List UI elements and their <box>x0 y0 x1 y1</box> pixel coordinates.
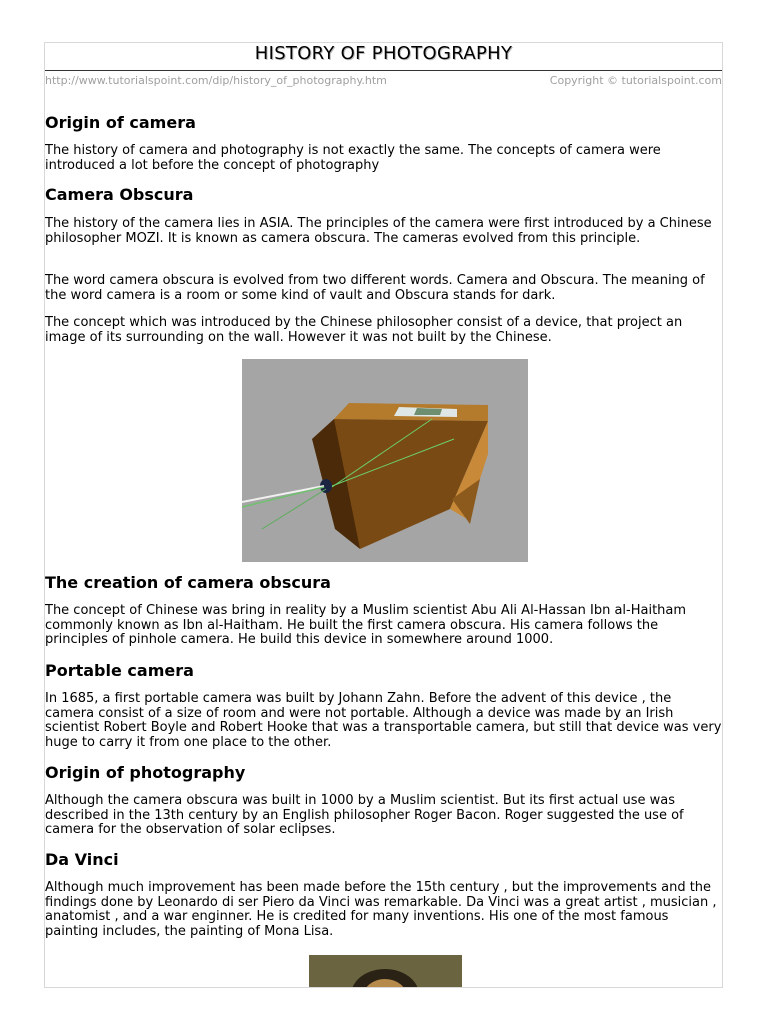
copyright-notice: Copyright © tutorialspoint.com <box>549 74 722 87</box>
heading-origin-of-photography: Origin of photography <box>45 763 246 782</box>
paragraph: The concept of Chinese was bring in reality by a Muslim scientist Abu Ali Al-Hassan Ibn al-Haitham commonly known as Ibn al-Haitham. He built the first camera obscura. His camera follows the principles of pinhole camera. He build this device in somewhere around 1000. <box>45 603 687 648</box>
heading-da-vinci: Da Vinci <box>45 850 119 869</box>
camera-obscura-image <box>242 359 528 562</box>
page-frame <box>44 42 723 988</box>
heading-portable-camera: Portable camera <box>45 661 194 680</box>
heading-origin-of-camera: Origin of camera <box>45 113 196 132</box>
paragraph: The word camera obscura is evolved from two different words. Camera and Obscura. The meaning of the word camera is a room or some kind of vault and Obscura stands for dark. <box>45 273 705 303</box>
page-title: HISTORY OF PHOTOGRAPHY <box>254 43 513 64</box>
paragraph: Although the camera obscura was built in 1000 by a Muslim scientist. But its first actual use was described in the 13th century by an English philosopher Roger Bacon. Roger suggested the use of camera for the observation of solar eclipses. <box>45 793 684 838</box>
title-divider <box>45 70 722 71</box>
paragraph: In 1685, a first portable camera was built by Johann Zahn. Before the advent of this device , the camera consist of a size of room and were not portable. Although a device was made by an Irish scientist Robert Boyle and Robert Hooke that was a transportable camera, but still that device was very huge to carry it from one place to the other. <box>45 691 722 750</box>
heading-camera-obscura: Camera Obscura <box>45 185 194 204</box>
paragraph: The history of camera and photography is not exactly the same. The concepts of camera were introduced a lot before the concept of photography <box>45 143 661 173</box>
paragraph: The history of the camera lies in ASIA. The principles of the camera were first introduced by a Chinese philosopher MOZI. It is known as camera obscura. The cameras evolved from this principle. <box>45 216 712 246</box>
heading-creation-of-camera-obscura: The creation of camera obscura <box>45 573 331 592</box>
source-url[interactable]: http://www.tutorialspoint.com/dip/history_of_photography.htm <box>45 74 387 87</box>
paragraph: Although much improvement has been made before the 15th century , but the improvements and the findings done by Leonardo di ser Piero da Vinci was remarkable. Da Vinci was a great artist , musician , anatomist , and a war enginner. He is credited for many inventions. His one of the most famous painting includes, the painting of Mona Lisa. <box>45 880 717 939</box>
mona-lisa-image <box>309 955 462 988</box>
paragraph: The concept which was introduced by the Chinese philosopher consist of a device, that project an image of its surrounding on the wall. However it was not built by the Chinese. <box>45 315 683 345</box>
